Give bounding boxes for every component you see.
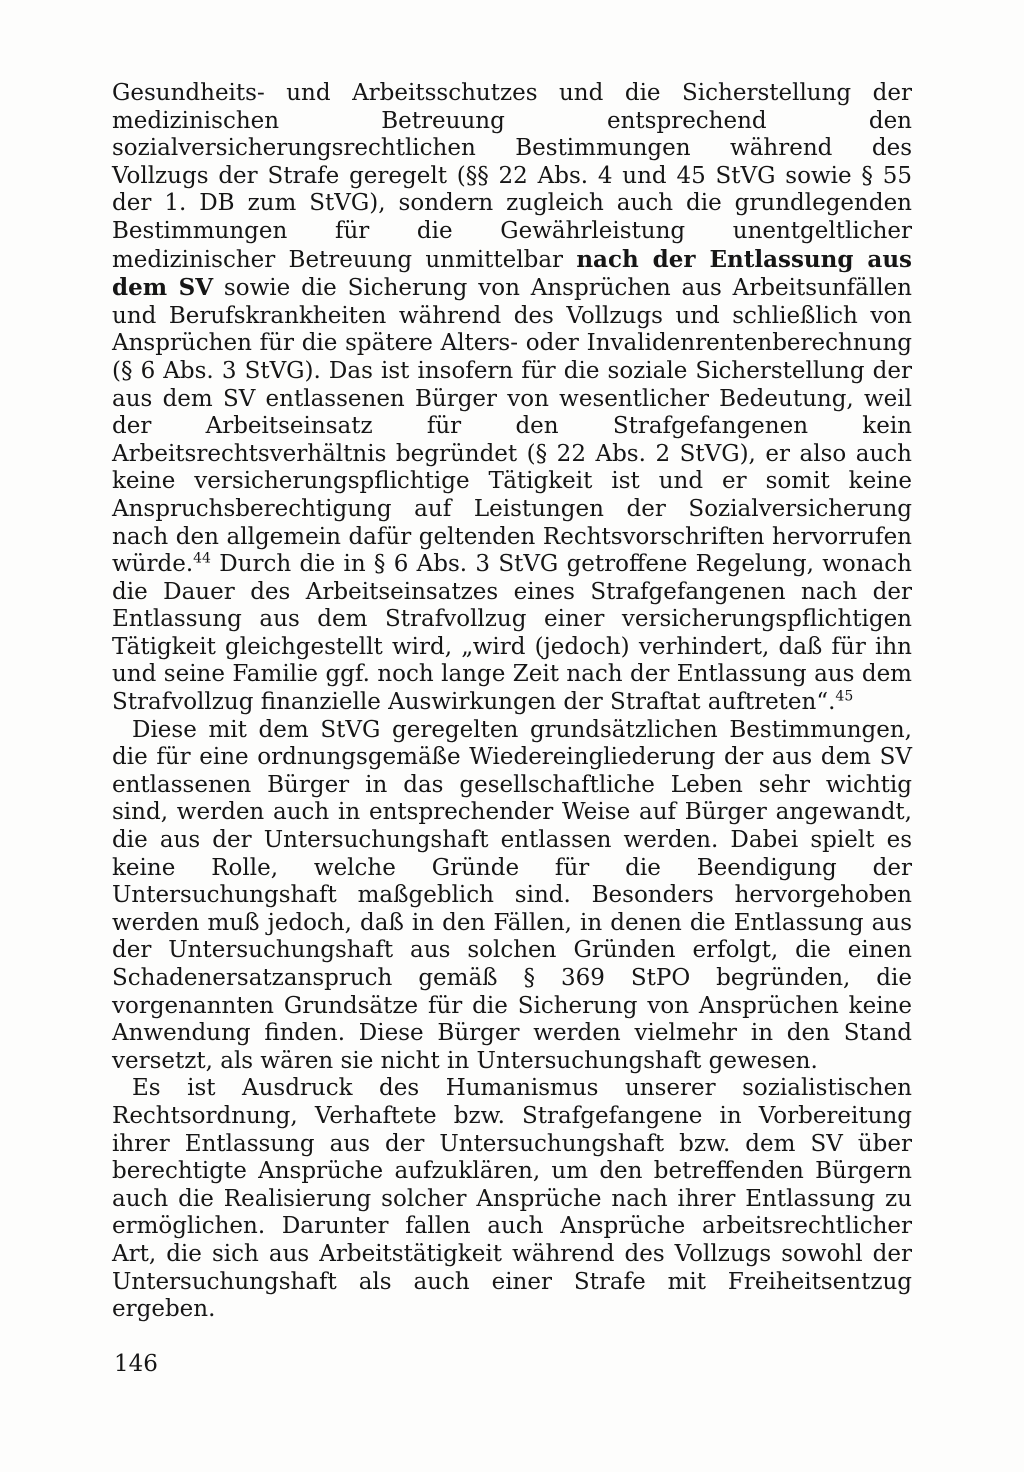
paragraph-1-bold-phrase: nach der Entlassung aus dem SV (112, 245, 912, 302)
paragraph-1-text-a: Gesundheits- und Arbeitsschutzes und die Sicherstellung der medizinischen Betreuung entsprechend den sozialversicherungsrechtlichen Bestimmungen während des Vollzugs der Strafe geregelt (§§ 22 Abs. 4 und 45 StVG sowie § 55 der 1. DB zum StVG), sondern zugleich auch die grundlegenden Bestimmungen für die Gewährleistung unentgeltlicher medizinischer Betreuung unmittelbar (112, 80, 912, 273)
paragraph-1 (112, 80, 912, 717)
body-text (112, 80, 912, 1324)
paragraph-1-text-b: sowie die Sicherung von Ansprüchen aus Arbeitsunfällen und Berufskrankheiten während des Vollzugs und schließlich von Ansprüchen für die spätere Alters- oder Invalidenrentenberechnung (§ 6 Abs. 3 StVG). Das ist insofern für die soziale Sicherstellung der aus dem SV entlassenen Bürger von wesentlicher Bedeutung, weil der Arbeitseinsatz für den Strafgefangenen kein Arbeitsrechtsverhältnis begründet (§ 22 Abs. 2 StVG), er also auch keine versicherungspflichtige Tätigkeit ist und er somit keine Anspruchsberechtigung auf Leistungen der Sozialversicherung nach den allgemein dafür geltenden Rechtsvorschriften hervorrufen würde. (112, 275, 912, 578)
page-number: 146 (114, 1351, 158, 1377)
paragraph-3: Es ist Ausdruck des Humanismus unserer sozialistischen Rechtsordnung, Verhaftete bzw. Strafgefangene in Vorbereitung ihrer Entlassung aus der Untersuchungshaft bzw. dem SV über berechtigte Ansprüche aufzuklären, um den betreffenden Bürgern auch die Realisierung solcher Ansprüche nach ihrer Entlassung zu ermöglichen. Darunter fallen auch Ansprüche arbeitsrechtlicher Art, die sich aus Arbeitstätigkeit während des Vollzugs sowohl der Untersuchungshaft als auch einer Strafe mit Freiheitsentzug ergeben. (112, 1075, 912, 1323)
footnote-ref-45: 45 (835, 688, 854, 705)
paragraph-2: Diese mit dem StVG geregelten grundsätzlichen Bestimmungen, die für eine ordnungsgemäße Wiedereingliederung der aus dem SV entlassenen Bürger in das gesellschaftliche Leben sehr wichtig sind, werden auch in entsprechender Weise auf Bürger angewandt, die aus der Untersuchungshaft entlassen werden. Dabei spielt es keine Rolle, welche Gründe für die Beendigung der Untersuchungshaft maßgeblich sind. Besonders hervorgehoben werden muß jedoch, daß in den Fällen, in denen die Entlassung aus der Untersuchungshaft aus solchen Gründen erfolgt, die einen Schadenersatzanspruch gemäß § 369 StPO begründen, die vorgenannten Grundsätze für die Sicherung von Ansprüchen keine Anwendung finden. Diese Bürger werden vielmehr in den Stand versetzt, als wären sie nicht in Untersuchungshaft gewesen. (112, 716, 912, 1074)
paragraph-1-text-c: Durch die in § 6 Abs. 3 StVG getroffene Regelung, wonach die Dauer des Arbeitseinsatzes eines Strafgefangenen nach der Entlassung aus dem Strafvollzug einer versicherungspflichtigen Tätigkeit gleichgestellt wird, „wird (jedoch) verhindert, daß für ihn und seine Familie ggf. noch lange Zeit nach der Entlassung aus dem Strafvollzug finanzielle Auswirkungen der Straftat auftreten“. (112, 551, 912, 716)
footnote-ref-44: 44 (193, 550, 211, 567)
